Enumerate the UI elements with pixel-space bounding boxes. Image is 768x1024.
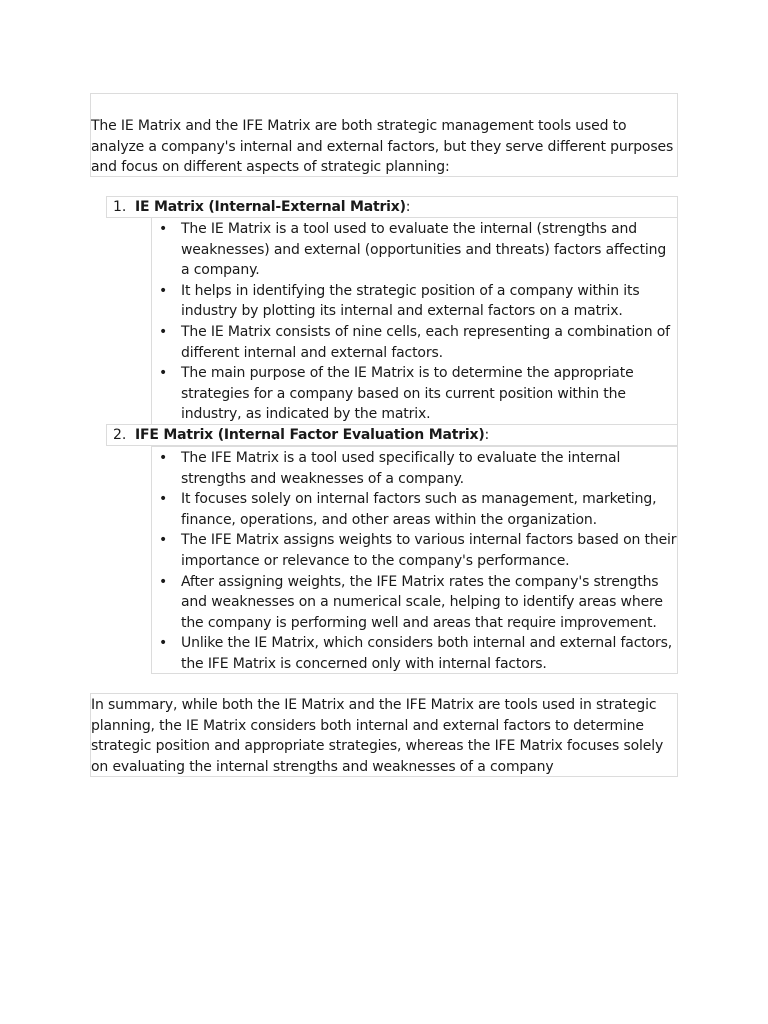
list-item: • The IE Matrix is a tool used to evaluate the internal (strengths and weaknesses) and external (opportunities and threats) factors affecting a company.: [159, 221, 667, 279]
bullet-icon: •: [159, 635, 168, 652]
list-item: • The main purpose of the IE Matrix is to determine the appropriate strategies for a company based on its current position within the industry, as indicated by the matrix.: [159, 365, 634, 423]
list-item: • After assigning weights, the IFE Matrix rates the company's strengths and weaknesses on a numerical scale, helping to identify areas where the company is performing well and areas that require improvement.: [159, 573, 663, 631]
section-1-title: IE Matrix (Internal-External Matrix): [135, 199, 406, 215]
intro-paragraph: The IE Matrix and the IFE Matrix are both strategic management tools used to analyze a company's internal and external factors, but they serve different purposes and focus on different aspects of strategic planning:: [91, 118, 674, 176]
intro-paragraph-box: [90, 93, 678, 177]
bullet-icon: •: [159, 450, 168, 466]
bullet-icon: •: [159, 282, 168, 299]
bullet-icon: •: [159, 573, 168, 590]
bullet-icon: •: [159, 323, 168, 340]
list-item: • It helps in identifying the strategic position of a company within its industry by plotting its internal and external factors on a matrix.: [159, 282, 640, 320]
section-1-number: 1.: [113, 199, 127, 215]
section-2-heading: [106, 424, 678, 446]
bullet-icon: •: [159, 221, 168, 237]
bullet-icon: •: [159, 532, 168, 549]
bullet-icon: •: [159, 491, 168, 508]
list-item: • The IE Matrix consists of nine cells, each representing a combination of different internal and external factors.: [159, 323, 670, 361]
list-item: • The IFE Matrix is a tool used specifically to evaluate the internal strengths and weaknesses of a company.: [159, 450, 621, 487]
section-1-bullet-list: [151, 217, 678, 425]
section-2-bullet-list: [151, 446, 678, 674]
section-1-colon: :: [405, 199, 411, 215]
summary-paragraph-box: [90, 693, 678, 777]
summary-paragraph: In summary, while both the IE Matrix and the IFE Matrix are tools used in strategic planning, the IE Matrix considers both internal and external factors to determine strategic position and appropriate strategies, whereas the IFE Matrix focuses solely on evaluating the internal strengths and weaknesses of a company: [91, 697, 664, 775]
list-item: • Unlike the IE Matrix, which considers both internal and external factors, the IFE Matrix is concerned only with internal factors.: [159, 635, 673, 672]
list-item: • It focuses solely on internal factors such as management, marketing, finance, operations, and other areas within the organization.: [159, 491, 657, 528]
section-1-heading: [106, 196, 678, 218]
list-item: • The IFE Matrix assigns weights to various internal factors based on their importance or relevance to the company's performance.: [159, 532, 677, 569]
section-2-number: 2.: [113, 427, 127, 443]
bullet-icon: •: [159, 365, 168, 382]
section-2-title: IFE Matrix (Internal Factor Evaluation Matrix): [135, 427, 485, 443]
section-2-colon: :: [484, 427, 490, 443]
